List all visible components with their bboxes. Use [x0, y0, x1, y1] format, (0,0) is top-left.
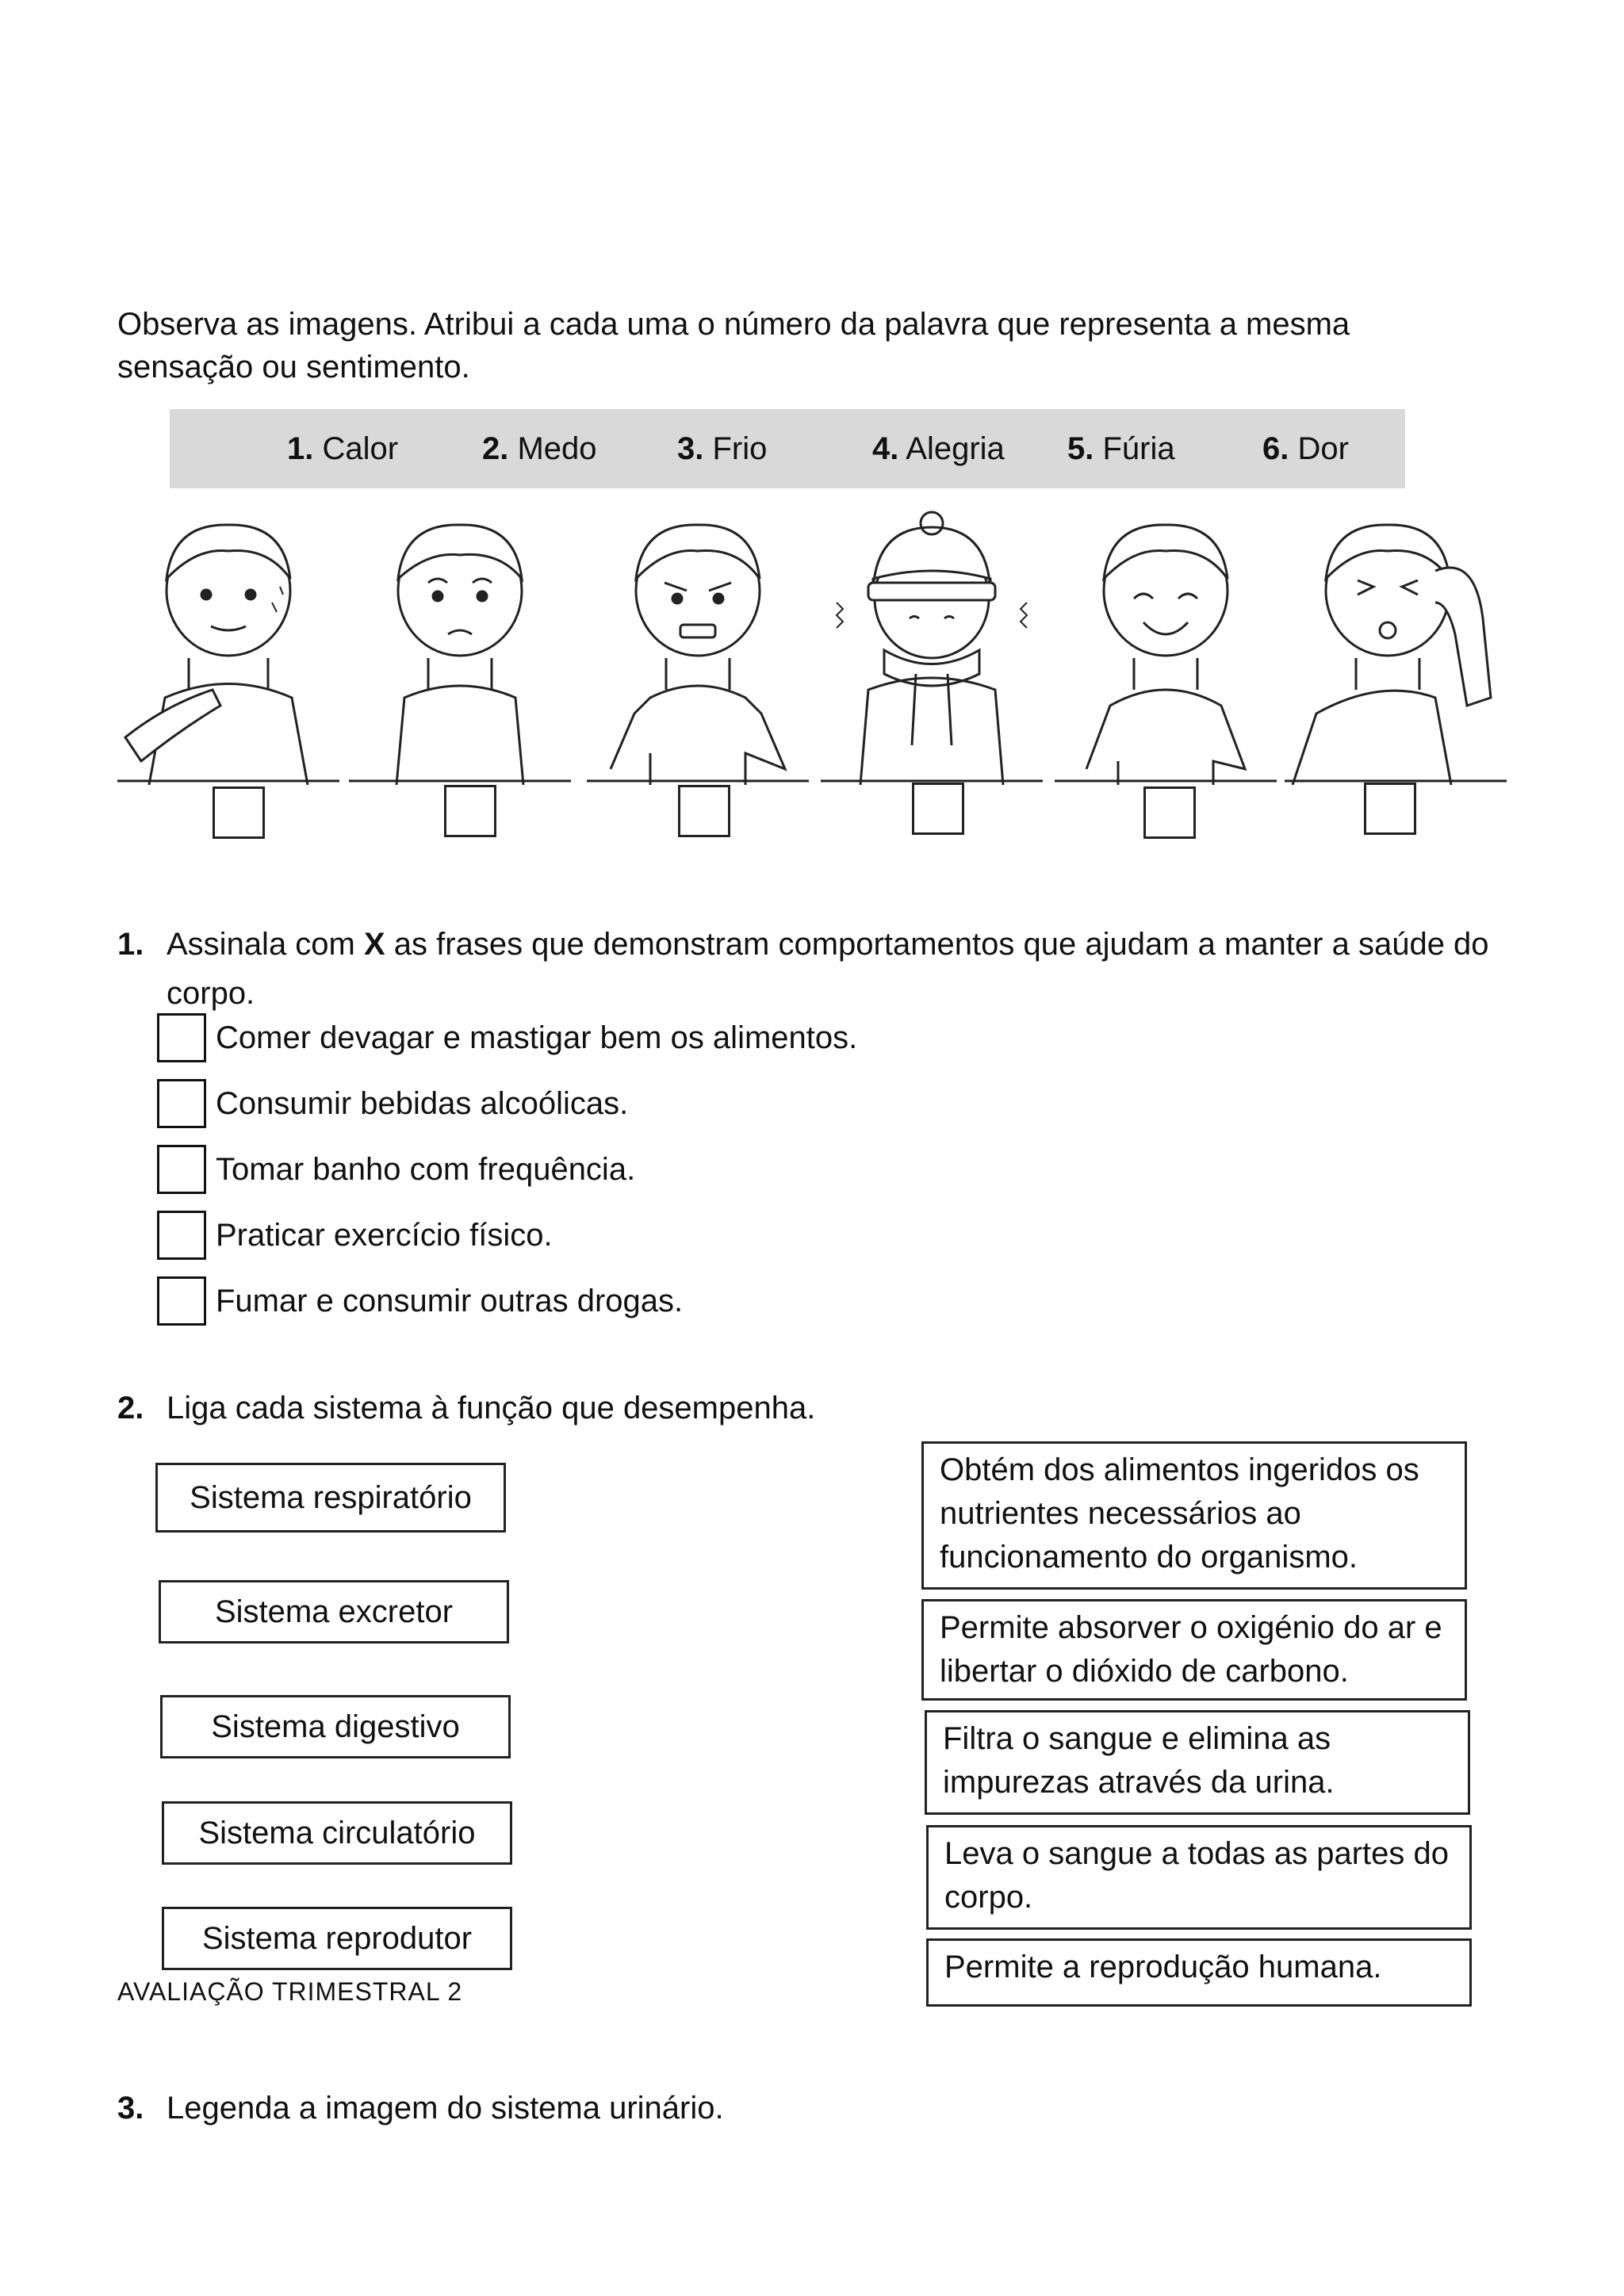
- option-label: Fumar e consumir outras drogas.: [216, 1284, 684, 1318]
- checkbox[interactable]: [157, 1013, 206, 1062]
- system-box-respiratory[interactable]: Sistema respiratório: [155, 1463, 506, 1533]
- checkbox[interactable]: [157, 1276, 206, 1326]
- exercise-intro: Observa as imagens. Atribui a cada uma o número da palavra que representa a mesma sensação ou sentimento.: [117, 307, 1350, 385]
- question-number: 3.: [117, 2091, 144, 2126]
- word-bank-item: 4. Alegria: [872, 431, 1005, 466]
- page-footer: AVALIAÇÃO TRIMESTRAL 2: [117, 1977, 463, 2006]
- angry-child-icon: [587, 507, 809, 785]
- checkbox[interactable]: [157, 1211, 206, 1260]
- word-bank-item: 3. Frio: [677, 431, 768, 466]
- question-prompt: Assinala com X as frases que demonstram comportamentos que ajudam a manter a saúde do corpo.: [167, 927, 1489, 1011]
- option-label: Comer devagar e mastigar bem os alimentos.: [216, 1020, 858, 1055]
- x-mark: X: [363, 927, 385, 962]
- answer-box[interactable]: [1364, 783, 1416, 835]
- option-label: Consumir bebidas alcoólicas.: [216, 1086, 629, 1121]
- system-box-digestive[interactable]: Sistema digestivo: [160, 1695, 511, 1758]
- answer-box[interactable]: [444, 785, 496, 837]
- answer-box[interactable]: [213, 786, 265, 839]
- word-bank-item: 5. Fúria: [1067, 431, 1175, 466]
- checkbox[interactable]: [157, 1079, 206, 1128]
- system-box-circulatory[interactable]: Sistema circulatório: [162, 1801, 512, 1865]
- happy-child-icon: [1055, 507, 1277, 785]
- question-number: 1.: [117, 927, 144, 962]
- function-box-respiratory[interactable]: Permite absorver o oxigénio do ar e libertar o dióxido de carbono.: [921, 1599, 1467, 1701]
- answer-box[interactable]: [912, 783, 964, 835]
- function-box-circulatory[interactable]: Leva o sangue a todas as partes do corpo.: [926, 1825, 1472, 1930]
- checkbox[interactable]: [157, 1145, 206, 1194]
- answer-box[interactable]: [1143, 786, 1196, 839]
- function-box-digestive[interactable]: Obtém dos alimentos ingeridos os nutrientes necessários ao funcionamento do organismo.: [921, 1441, 1467, 1590]
- option-label: Tomar banho com frequência.: [216, 1152, 636, 1187]
- question-prompt: Legenda a imagem do sistema urinário.: [167, 2091, 724, 2126]
- word-bank: [170, 409, 1405, 488]
- function-box-reproductive[interactable]: Permite a reprodução humana.: [926, 1938, 1472, 2007]
- word-bank-item: 2. Medo: [482, 431, 597, 466]
- pain-child-icon: [1285, 507, 1507, 785]
- word-bank-item: 1. Calor: [287, 431, 399, 466]
- system-box-reproductive[interactable]: Sistema reprodutor: [162, 1907, 512, 1970]
- question-prompt: Liga cada sistema à função que desempenha.: [167, 1391, 816, 1425]
- option-label: Praticar exercício físico.: [216, 1218, 553, 1253]
- system-box-excretory[interactable]: Sistema excretor: [159, 1580, 509, 1644]
- scared-child-icon: [349, 507, 571, 785]
- hot-child-icon: [117, 507, 339, 785]
- answer-box[interactable]: [678, 785, 730, 837]
- word-bank-item: 6. Dor: [1262, 431, 1349, 466]
- cold-child-icon: [821, 507, 1043, 785]
- question-number: 2.: [117, 1391, 144, 1425]
- function-box-excretory[interactable]: Filtra o sangue e elimina as impurezas através da urina.: [925, 1710, 1470, 1815]
